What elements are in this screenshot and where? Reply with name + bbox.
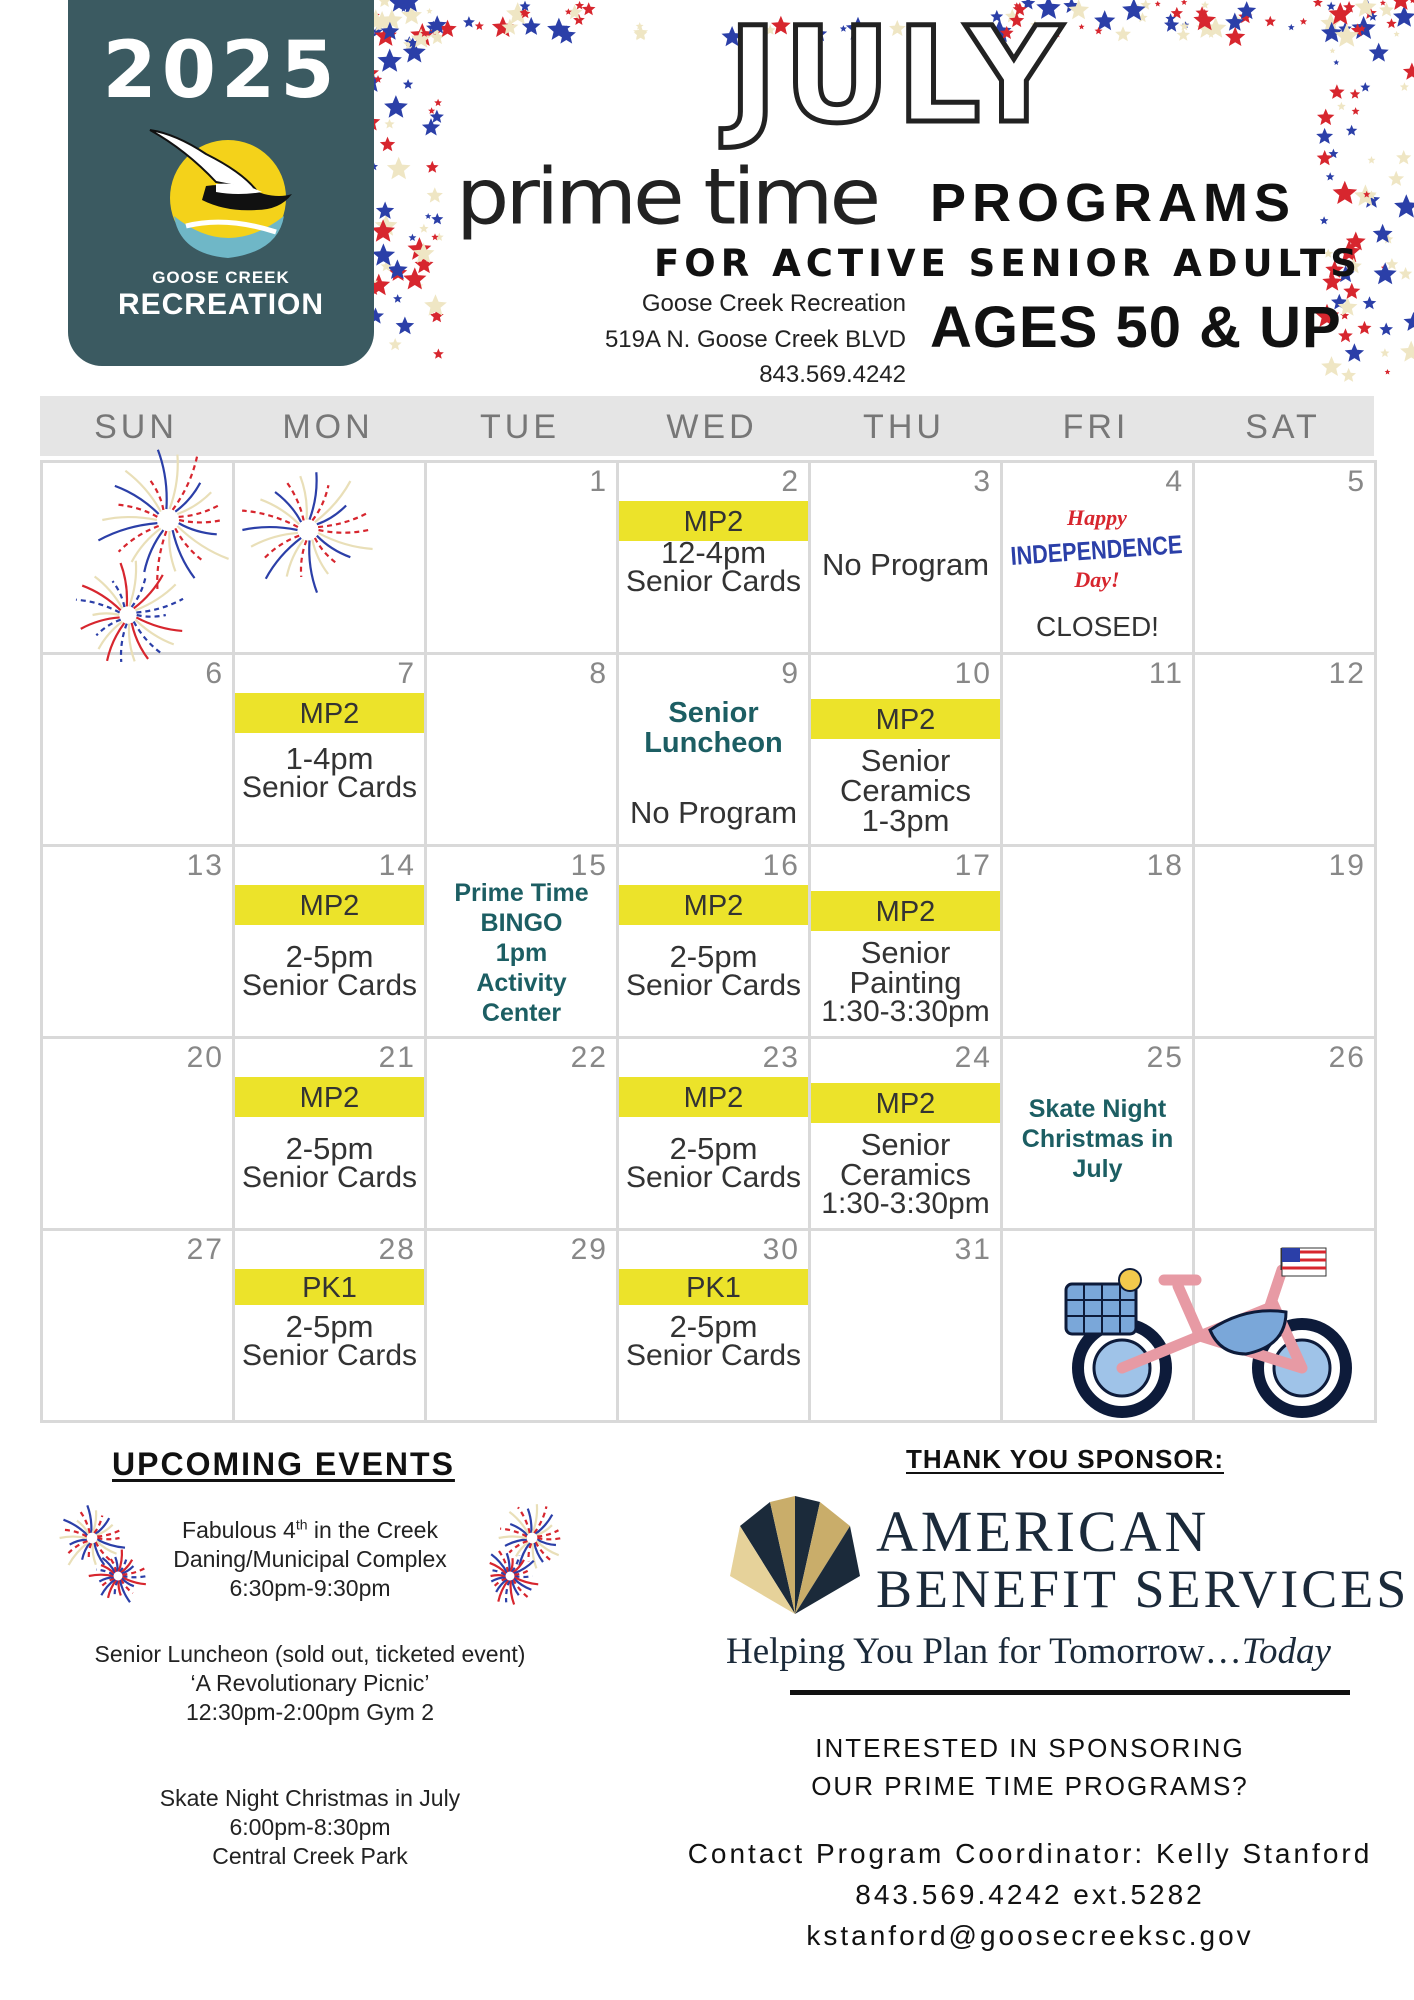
- star-icon: [1400, 82, 1409, 91]
- star-icon: [475, 21, 484, 30]
- star-icon: [1225, 27, 1245, 46]
- address-line-phone: 843.569.4242: [759, 361, 906, 388]
- day-number: 24: [954, 1041, 992, 1074]
- star-icon: [1317, 109, 1334, 126]
- logo-year: 2025: [102, 26, 340, 116]
- star-icon: [1337, 102, 1346, 110]
- day-number: 19: [1328, 849, 1366, 882]
- day-cell-30: [616, 1228, 811, 1423]
- program-text: Senior Cards: [625, 969, 802, 1002]
- goose-creek-recreation-logo: [68, 0, 374, 366]
- program-location-band: MP2: [619, 501, 808, 541]
- program-text: 1-3pm: [861, 803, 950, 838]
- weekday-tue: TUE: [480, 408, 560, 446]
- day-number: 6: [205, 657, 224, 690]
- star-icon: [1360, 82, 1370, 92]
- day-cell-4: [1000, 460, 1218, 655]
- star-icon: [1300, 18, 1307, 25]
- star-icon: [1388, 171, 1404, 186]
- special-event-text: Prime Time: [454, 879, 589, 907]
- star-icon: [1333, 181, 1358, 204]
- star-icon: [1327, 2, 1336, 11]
- day-cell-11: [1000, 652, 1195, 847]
- program-location-band: PK1: [235, 1269, 424, 1305]
- star-icon: [1386, 258, 1398, 270]
- program-location-band: PK1: [619, 1269, 808, 1305]
- day-number: 9: [781, 657, 800, 690]
- day-number: 3: [973, 465, 992, 498]
- event1-location: Daning/Municipal Complex: [173, 1546, 447, 1572]
- day-number: 29: [570, 1233, 608, 1266]
- day-number: 5: [1347, 465, 1366, 498]
- goose-emblem-icon: [146, 120, 298, 270]
- address-line-org: Goose Creek Recreation: [641, 290, 906, 317]
- star-icon: [1341, 368, 1356, 382]
- star-icon: [378, 0, 392, 7]
- special-event-text: Skate Night: [1028, 1095, 1167, 1123]
- star-icon: [1403, 63, 1414, 80]
- star-icon: [1343, 283, 1360, 299]
- star-icon: [1345, 343, 1364, 361]
- event2-time: 12:30pm-2:00pm Gym 2: [185, 1699, 434, 1725]
- star-icon: [582, 2, 596, 15]
- star-icon: [396, 317, 415, 335]
- star-icon: [463, 16, 475, 27]
- star-icon: [1393, 6, 1414, 27]
- program-text: Senior Cards: [241, 1161, 418, 1194]
- program-text: 1:30-3:30pm: [821, 1187, 990, 1220]
- star-icon: [419, 224, 428, 233]
- day-cell-19: [1192, 844, 1377, 1039]
- star-icon: [380, 137, 395, 152]
- event2-title: ‘A Revolutionary Picnic’: [190, 1670, 430, 1696]
- day-cell-23: [616, 1036, 811, 1231]
- star-icon: [1386, 18, 1396, 28]
- star-icon: [434, 99, 442, 106]
- month-title: JULY: [728, 0, 1068, 153]
- day-cell-2: [616, 460, 811, 655]
- day-cell-17: [808, 844, 1003, 1039]
- firework-burst: [98, 450, 228, 592]
- star-icon: [1368, 156, 1376, 164]
- weekday-wed: WED: [666, 408, 758, 446]
- upcoming-events-title: UPCOMING EVENTS: [112, 1446, 455, 1482]
- star-icon: [403, 79, 413, 89]
- star-icon: [1265, 16, 1276, 27]
- star-icon: [1390, 0, 1412, 10]
- day-number: 27: [186, 1233, 224, 1266]
- weekday-fri: FRI: [1062, 408, 1130, 446]
- star-icon: [1396, 150, 1411, 164]
- star-icon: [1400, 341, 1414, 362]
- star-icon: [1329, 84, 1344, 99]
- special-event-text: Center: [481, 999, 562, 1027]
- star-icon: [427, 187, 443, 202]
- star-icon: [372, 243, 395, 265]
- star-icon: [1346, 125, 1357, 136]
- program-text: Ceramics: [840, 1157, 971, 1192]
- star-icon: [1363, 296, 1377, 309]
- day-number: 14: [378, 849, 416, 882]
- star-icon: [377, 49, 402, 72]
- sponsor-name-line1: AMERICAN: [876, 1499, 1210, 1564]
- star-icon: [1385, 369, 1391, 375]
- day-cell-1: [424, 460, 619, 655]
- star-icon: [387, 157, 411, 180]
- event3-location: Central Creek Park: [212, 1843, 408, 1869]
- day-number: 17: [954, 849, 992, 882]
- program-location-band: MP2: [619, 885, 808, 925]
- day-cell-29: [424, 1228, 619, 1423]
- day-number: 12: [1328, 657, 1366, 690]
- firework-burst: [242, 472, 372, 592]
- day-number: 11: [1148, 657, 1184, 690]
- sponsor-logo-icon: [730, 1496, 860, 1616]
- star-icon: [1409, 0, 1414, 3]
- day-cell-5: [1192, 460, 1377, 655]
- day-cell-28: [232, 1228, 427, 1423]
- program-text: Senior: [860, 743, 951, 778]
- contact-phone: 843.569.4242 ext.5282: [855, 1879, 1205, 1910]
- holiday-text: Day!: [1074, 567, 1120, 592]
- star-icon: [1394, 194, 1414, 217]
- day-number: 30: [762, 1233, 800, 1266]
- special-event-text: BINGO: [480, 909, 563, 937]
- program-text: Senior Cards: [241, 771, 418, 804]
- star-icon: [1320, 216, 1329, 224]
- day-cell-9: [616, 652, 811, 847]
- star-icon: [385, 119, 395, 129]
- special-event-text: Activity: [476, 969, 567, 997]
- star-icon: [1380, 0, 1386, 5]
- star-icon: [634, 27, 648, 40]
- day-cell-27: [40, 1228, 235, 1423]
- star-icon: [1357, 321, 1371, 334]
- special-event-text: Luncheon: [644, 727, 783, 759]
- program-text: 2-5pm: [669, 1309, 758, 1344]
- day-number: 15: [570, 849, 608, 882]
- program-text: Ceramics: [840, 773, 971, 808]
- program-text: CLOSED!: [1036, 611, 1159, 642]
- star-icon: [1180, 21, 1190, 30]
- calendar-grid: [40, 460, 1374, 1420]
- day-number: 26: [1328, 1041, 1366, 1074]
- program-text: Senior Cards: [625, 1161, 802, 1194]
- sponsor-tagline-text: Helping You Plan for Tomorrow…: [726, 1631, 1242, 1672]
- star-icon: [1155, 1, 1161, 7]
- sponsor-name-line2: BENEFIT SERVICES: [876, 1559, 1410, 1619]
- star-icon: [1333, 60, 1339, 66]
- star-icon: [426, 8, 432, 14]
- day-number: 31: [954, 1233, 992, 1266]
- logo-department: RECREATION: [117, 288, 325, 321]
- day-cell-25: [1000, 1036, 1195, 1231]
- star-icon: [376, 202, 394, 219]
- program-location-band: MP2: [235, 1077, 424, 1117]
- day-cell-16: [616, 844, 811, 1039]
- contact-coordinator: Contact Program Coordinator: Kelly Stanford: [687, 1838, 1373, 1869]
- sponsor-title: THANK YOU SPONSOR:: [906, 1444, 1224, 1474]
- star-icon: [1404, 312, 1414, 331]
- star-icon: [426, 161, 439, 173]
- star-icon: [433, 349, 444, 359]
- independence-day-badge: [1007, 497, 1218, 597]
- day-number: 1: [589, 465, 608, 498]
- program-location-band: MP2: [235, 693, 424, 733]
- holiday-text: Happy: [1067, 505, 1127, 530]
- sponsor-divider: [790, 1690, 1350, 1695]
- star-icon: [1379, 323, 1393, 336]
- program-location-band: MP2: [619, 1077, 808, 1117]
- day-number: 28: [378, 1233, 416, 1266]
- program-text: Senior: [860, 935, 951, 970]
- star-icon: [1350, 89, 1360, 99]
- star-icon: [1399, 267, 1412, 280]
- day-cell-26: [1192, 1036, 1377, 1231]
- day-number: 16: [762, 849, 800, 882]
- day-cell-8: [424, 652, 619, 847]
- program-text: 1-4pm: [285, 741, 374, 776]
- program-text: No Program: [629, 795, 798, 830]
- day-number: 13: [186, 849, 224, 882]
- sponsor-tagline: [726, 1630, 1331, 1673]
- programs-word: PROGRAMS: [930, 173, 1297, 233]
- star-icon: [1326, 172, 1335, 180]
- holiday-text: INDEPENDENCE: [1009, 526, 1218, 571]
- special-event-text: July: [1072, 1155, 1123, 1183]
- day-number: 4: [1165, 465, 1184, 498]
- day-number: 2: [781, 465, 800, 498]
- address-line-street: 519A N. Goose Creek BLVD: [604, 326, 906, 353]
- contact-email[interactable]: kstanford@goosecreeksc.gov: [806, 1920, 1254, 1951]
- star-icon: [522, 17, 541, 35]
- star-icon: [431, 213, 443, 224]
- event1-time: 6:30pm-9:30pm: [229, 1575, 391, 1601]
- star-icon: [575, 1, 584, 10]
- day-cell-20: [40, 1036, 235, 1231]
- star-icon: [409, 234, 417, 241]
- star-icon: [422, 118, 440, 135]
- star-icon: [384, 95, 408, 118]
- sponsor-ask-line2: OUR PRIME TIME PROGRAMS?: [811, 1771, 1249, 1801]
- day-cell-3: [808, 460, 1003, 655]
- day-number: 21: [378, 1041, 416, 1074]
- prime-time-script: prime time: [456, 151, 878, 243]
- day-cell-14: [232, 844, 427, 1039]
- day-number: 22: [570, 1041, 608, 1074]
- logo-city: GOOSE CREEK: [152, 268, 290, 287]
- star-icon: [393, 294, 402, 303]
- bicycle-icon: [1060, 1250, 1380, 1420]
- subtitle: FOR ACTIVE SENIOR ADULTS: [654, 242, 1362, 285]
- day-cell-31: [808, 1228, 1003, 1423]
- event1-name-rest: in the Creek: [307, 1517, 438, 1543]
- special-event-text: Christmas in: [1021, 1125, 1174, 1153]
- program-text: 12-4pm: [660, 535, 767, 570]
- program-text: Painting: [849, 965, 962, 1000]
- day-cell-18: [1000, 844, 1195, 1039]
- program-text: 2-5pm: [285, 1131, 374, 1166]
- day-number: 8: [589, 657, 608, 690]
- event1-name-text: Fabulous 4: [182, 1517, 296, 1543]
- program-text: Senior Cards: [625, 1339, 802, 1372]
- program-text: Senior Cards: [241, 1339, 418, 1372]
- program-text: 2-5pm: [669, 1131, 758, 1166]
- day-cell-13: [40, 844, 235, 1039]
- sponsor-tagline-emphasis: Today: [1241, 1631, 1331, 1672]
- day-cell-24: [808, 1036, 1003, 1231]
- event1-name-sup: th: [295, 1516, 308, 1533]
- day-cell-22: [424, 1036, 619, 1231]
- fireworks-decoration: [58, 440, 388, 690]
- program-text: 1:30-3:30pm: [821, 995, 990, 1028]
- program-text: Senior: [860, 1127, 951, 1162]
- day-number: 23: [762, 1041, 800, 1074]
- event3-name: Skate Night Christmas in July: [159, 1785, 461, 1811]
- weekday-sat: SAT: [1245, 408, 1321, 446]
- star-icon: [1181, 0, 1187, 5]
- program-text: 2-5pm: [669, 939, 758, 974]
- day-cell-10: [808, 652, 1003, 847]
- program-text: No Program: [821, 547, 990, 582]
- program-location-band: MP2: [235, 885, 424, 925]
- program-location-band: MP2: [811, 1083, 1000, 1123]
- star-icon: [1330, 48, 1336, 54]
- star-icon: [565, 8, 572, 15]
- weekday-thu: THU: [863, 408, 945, 446]
- star-icon: [1316, 128, 1333, 144]
- program-text: 2-5pm: [285, 1309, 374, 1344]
- star-icon: [1380, 348, 1389, 357]
- program-location-band: MP2: [811, 699, 1000, 739]
- star-icon: [1177, 28, 1190, 41]
- day-cell-12: [1192, 652, 1377, 847]
- special-event-text: 1pm: [495, 939, 548, 967]
- day-number: 10: [954, 657, 992, 690]
- day-number: 25: [1146, 1041, 1184, 1074]
- sponsor-ask-line1: INTERESTED IN SPONSORING: [815, 1733, 1245, 1763]
- day-number: 20: [186, 1041, 224, 1074]
- firework-burst: [76, 561, 183, 662]
- weekday-mon: MON: [282, 408, 374, 446]
- event3-time: 6:00pm-8:30pm: [229, 1814, 391, 1840]
- program-text: 2-5pm: [285, 939, 374, 974]
- star-icon: [425, 213, 431, 219]
- day-number: 18: [1146, 849, 1184, 882]
- special-event-text: Senior: [668, 697, 759, 729]
- star-icon: [1313, 0, 1323, 7]
- star-icon: [428, 107, 435, 114]
- star-icon: [1288, 24, 1295, 30]
- event2-name: Senior Luncheon (sold out, ticketed event): [94, 1641, 526, 1667]
- day-cell-15: [424, 844, 619, 1039]
- weekday-sun: SUN: [94, 408, 178, 446]
- ages-label: AGES 50 & UP: [930, 295, 1342, 360]
- program-text: Senior Cards: [625, 565, 802, 598]
- program-text: Senior Cards: [241, 969, 418, 1002]
- star-icon: [1164, 17, 1179, 32]
- day-cell-21: [232, 1036, 427, 1231]
- star-icon: [389, 338, 402, 350]
- star-icon: [1352, 107, 1360, 115]
- event1-name: [40, 1516, 580, 1545]
- star-icon: [1369, 43, 1389, 62]
- program-location-band: MP2: [811, 891, 1000, 931]
- star-icon: [1115, 26, 1131, 41]
- star-icon: [1394, 31, 1400, 37]
- day-number: 7: [397, 657, 416, 690]
